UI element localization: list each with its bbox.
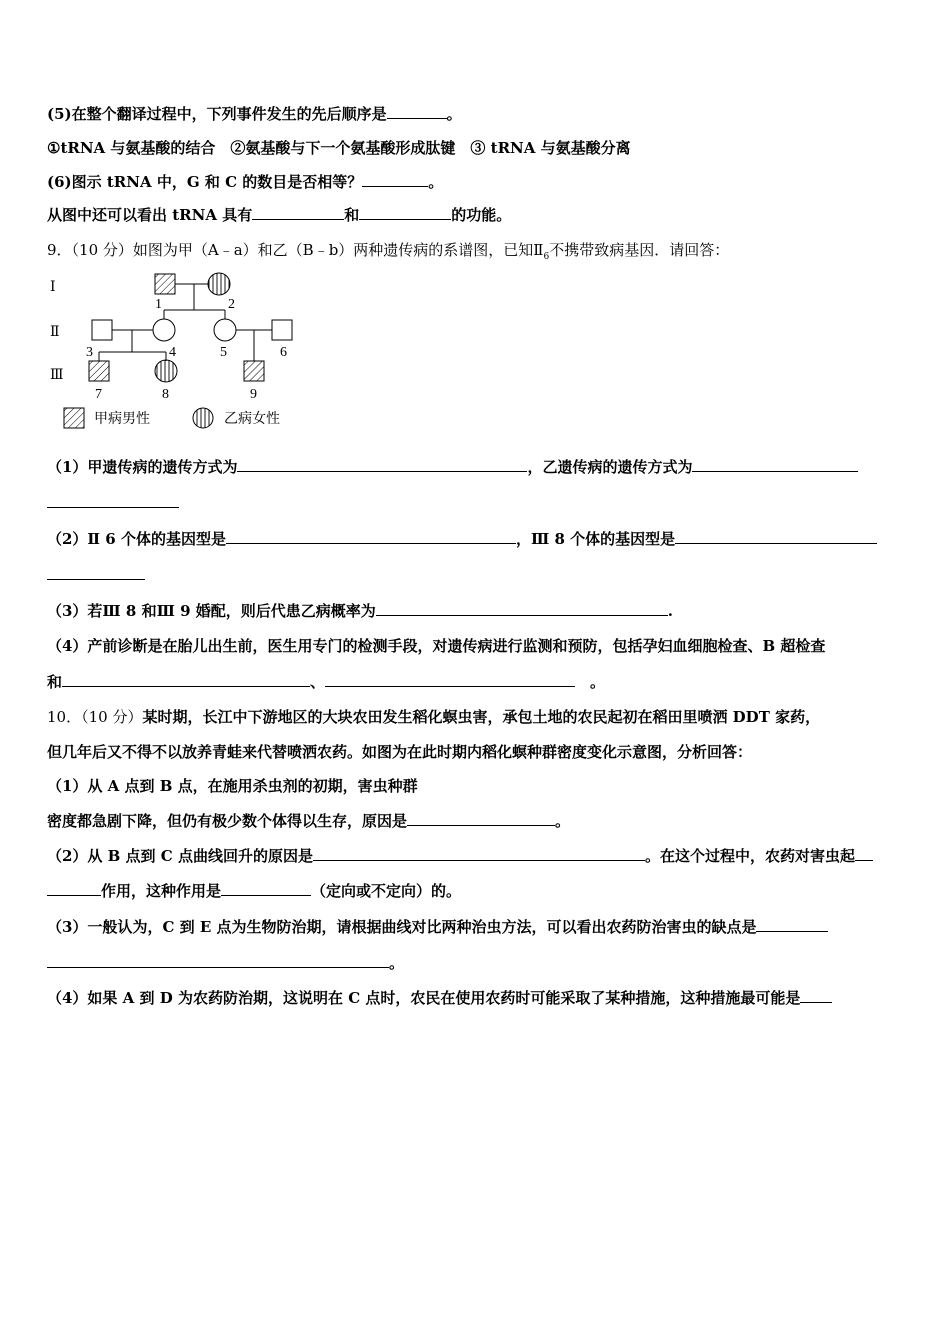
id-label-3: 3 <box>86 345 93 360</box>
answer-blank[interactable] <box>855 846 873 861</box>
q10-part1: （1）从 A 点到 B 点，在施用杀虫剂的初期，害虫种群 <box>47 777 418 795</box>
q8-function: 从图中还可以看出 tRNA 具有 和 的功能。 <box>47 206 512 224</box>
answer-blank[interactable] <box>756 917 828 932</box>
answer-blank[interactable] <box>226 529 516 544</box>
id-label-2: 2 <box>228 297 235 312</box>
id-label-1: 1 <box>155 297 162 312</box>
answer-blank[interactable] <box>359 205 451 220</box>
q9-stem: 9．（10 分）如图为甲（A﹣a）和乙（B﹣b）两种遗传病的系谱图，已知$Ⅱ_6$不携带致病基因．请回答： <box>47 241 730 262</box>
q9-part4: （4）产前诊断是在胎儿出生前，医生用专门的检测手段，对遗传病进行监测和预防，包括孕妇血细胞检查、B 超检查 <box>47 637 826 655</box>
legend-swatch-a <box>64 408 84 428</box>
individual-4-female <box>153 319 175 341</box>
q8-part6: (6)图示 tRNA 中，G 和 C 的数目是否相等？ 。 <box>47 173 444 191</box>
legend-label-a: 甲病男性 <box>94 411 150 427</box>
answer-blank[interactable] <box>313 846 645 861</box>
individual-8-affected-female <box>155 360 177 382</box>
answer-blank[interactable] <box>47 493 179 508</box>
legend-swatch-b <box>193 408 213 428</box>
q9-part1: （1）甲遗传病的遗传方式为 ，乙遗传病的遗传方式为 <box>47 457 858 477</box>
q10-stem-cont: 但几年后又不得不以放养青蛙来代替喷洒农药。如图为在此时期内稻化螟种群密度变化示意图，分析回答： <box>47 743 753 761</box>
answer-blank[interactable] <box>362 172 428 187</box>
individual-6-male <box>272 320 292 340</box>
individual-2-affected-female <box>208 273 230 295</box>
q10-stem: 10．（10 分）某时期，长江中下游地区的大块农田发生稻化螟虫害，承包土地的农民起初在稻田里喷洒 DDT 家药， <box>47 708 821 726</box>
q8-part5-options: ①tRNA 与氨基酸的结合 ②氨基酸与下一个氨基酸形成肽键 ③ tRNA 与氨基酸分离 <box>47 139 631 157</box>
answer-blank[interactable] <box>62 672 310 687</box>
individual-1-affected-male <box>155 274 175 294</box>
answer-blank[interactable] <box>387 104 447 119</box>
q10-part3: （3）一般认为，C 到 E 点为生物防治期，请根据曲线对比两种治虫方法，可以看出农药防治害虫的缺点是 <box>47 917 828 937</box>
answer-blank[interactable] <box>376 601 668 616</box>
answer-blank[interactable] <box>675 529 877 544</box>
q10-part1-cont: 密度都急剧下降，但仍有极少数个体得以生存，原因是 。 <box>47 812 571 830</box>
id-label-8: 8 <box>162 387 169 402</box>
gen-label-3: Ⅲ <box>50 368 64 383</box>
id-label-7: 7 <box>95 387 102 402</box>
answer-blank[interactable] <box>252 205 344 220</box>
id-label-5: 5 <box>220 345 227 360</box>
answer-blank[interactable] <box>325 672 575 687</box>
individual-5-female <box>214 319 236 341</box>
id-label-6: 6 <box>280 345 287 360</box>
q10-part4: （4）如果 A 到 D 为农药防治期，这说明在 C 点时，农民在使用农药时可能采取了某种措施，这种措施最可能是 <box>47 988 832 1008</box>
id-label-4: 4 <box>169 345 176 360</box>
q8-part5: (5)在整个翻译过程中，下列事件发生的先后顺序是 。 <box>47 105 462 123</box>
gen-label-2: Ⅱ <box>50 325 60 340</box>
answer-blank[interactable] <box>221 881 311 896</box>
q9-part3: （3）若Ⅲ 8 和Ⅲ 9 婚配，则后代患乙病概率为 . <box>47 602 673 620</box>
individual-7-affected-male <box>89 361 109 381</box>
answer-blank[interactable] <box>800 988 832 1003</box>
q9-part4-cont: 和 、 。 <box>47 673 606 691</box>
individual-3-male <box>92 320 112 340</box>
q9-part1-cont <box>47 493 179 513</box>
answer-blank[interactable] <box>692 457 858 472</box>
legend-label-b: 乙病女性 <box>224 411 280 427</box>
answer-blank[interactable] <box>47 953 389 968</box>
q9-part2: （2）Ⅱ 6 个体的基因型是 ，Ⅲ 8 个体的基因型是 <box>47 529 877 549</box>
q10-part2-cont: 作用，这种作用是 （定向或不定向）的。 <box>47 881 461 901</box>
q9-part2-cont <box>47 565 145 585</box>
q10-part3-cont: 。 <box>47 953 404 973</box>
id-label-9: 9 <box>250 387 257 402</box>
answer-blank[interactable] <box>47 881 101 896</box>
gen-label-1: Ⅰ <box>50 280 56 295</box>
q10-part2: （2）从 B 点到 C 点曲线回升的原因是 。在这个过程中，农药对害虫起 <box>47 846 873 866</box>
individual-9-affected-male <box>244 361 264 381</box>
answer-blank[interactable] <box>407 811 555 826</box>
answer-blank[interactable] <box>47 565 145 580</box>
answer-blank[interactable] <box>237 457 527 472</box>
pedigree-chart <box>44 268 314 438</box>
